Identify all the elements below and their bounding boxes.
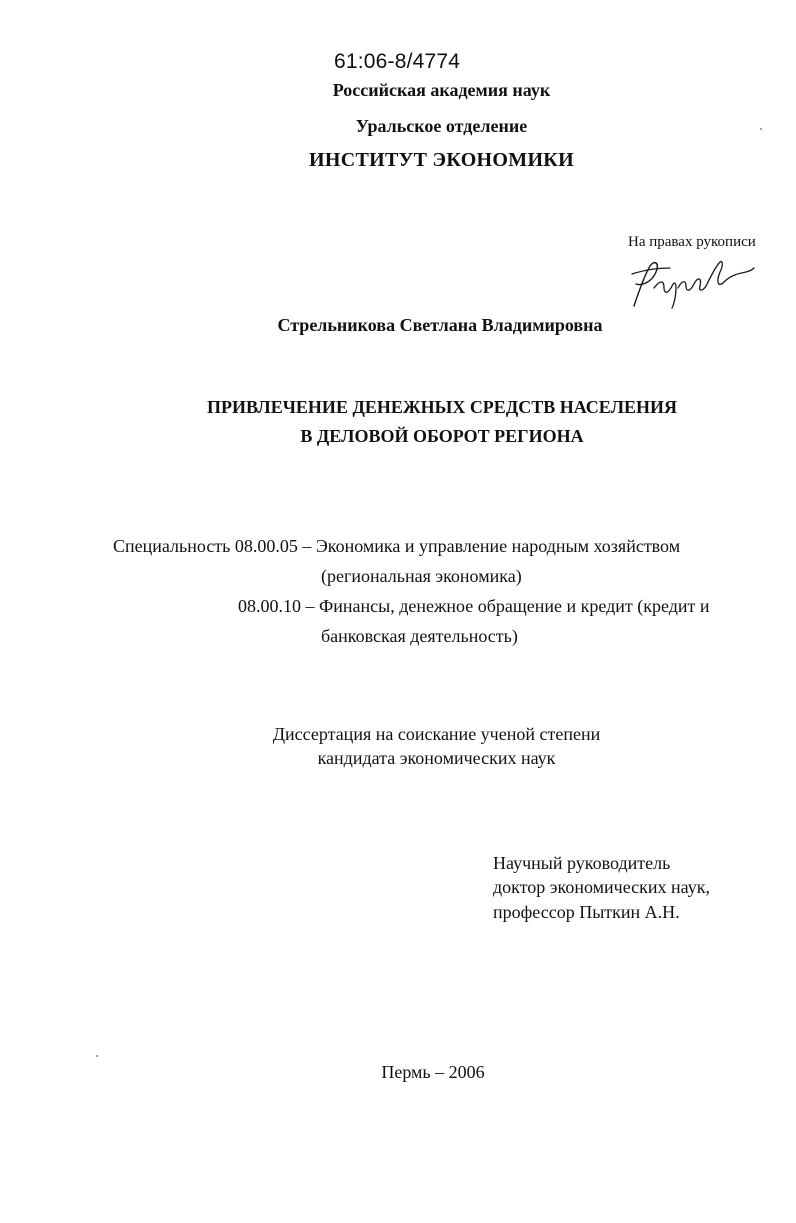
degree-statement-line-1: Диссертация на соискание ученой степени [272,724,601,744]
academy-name: Российская академия наук [332,80,551,100]
specialty-line-4: банковская деятельность) [321,626,518,646]
specialty-line-2: (региональная экономика) [321,566,522,586]
supervisor-role: Научный руководитель [493,853,671,873]
registration-code: 61:06-8/4774 [334,50,461,73]
city-and-year: Пермь – 2006 [381,1062,485,1082]
specialty-line-3: 08.00.10 – Финансы, денежное обращение и кредит (кредит и [238,596,710,616]
handwritten-signature [624,254,756,310]
supervisor-degree: доктор экономических наук, [493,877,710,897]
manuscript-rights-note: На правах рукописи [628,234,756,250]
dissertation-title-line-1: ПРИВЛЕЧЕНИЕ ДЕНЕЖНЫХ СРЕДСТВ НАСЕЛЕНИЯ [206,397,677,417]
dissertation-title-line-2: В ДЕЛОВОЙ ОБОРОТ РЕГИОНА [300,426,584,446]
branch-name: Уральское отделение [355,116,528,136]
specialty-line-1: Специальность 08.00.05 – Экономика и управление народным хозяйством [113,536,681,556]
author-name: Стрельникова Светлана Владимировна [277,315,603,335]
scan-speck [760,128,762,130]
degree-statement-line-2: кандидата экономических наук [317,748,556,768]
supervisor-name: профессор Пыткин А.Н. [493,902,680,922]
institute-name: ИНСТИТУТ ЭКОНОМИКИ [309,149,574,171]
scan-speck [96,1055,98,1057]
